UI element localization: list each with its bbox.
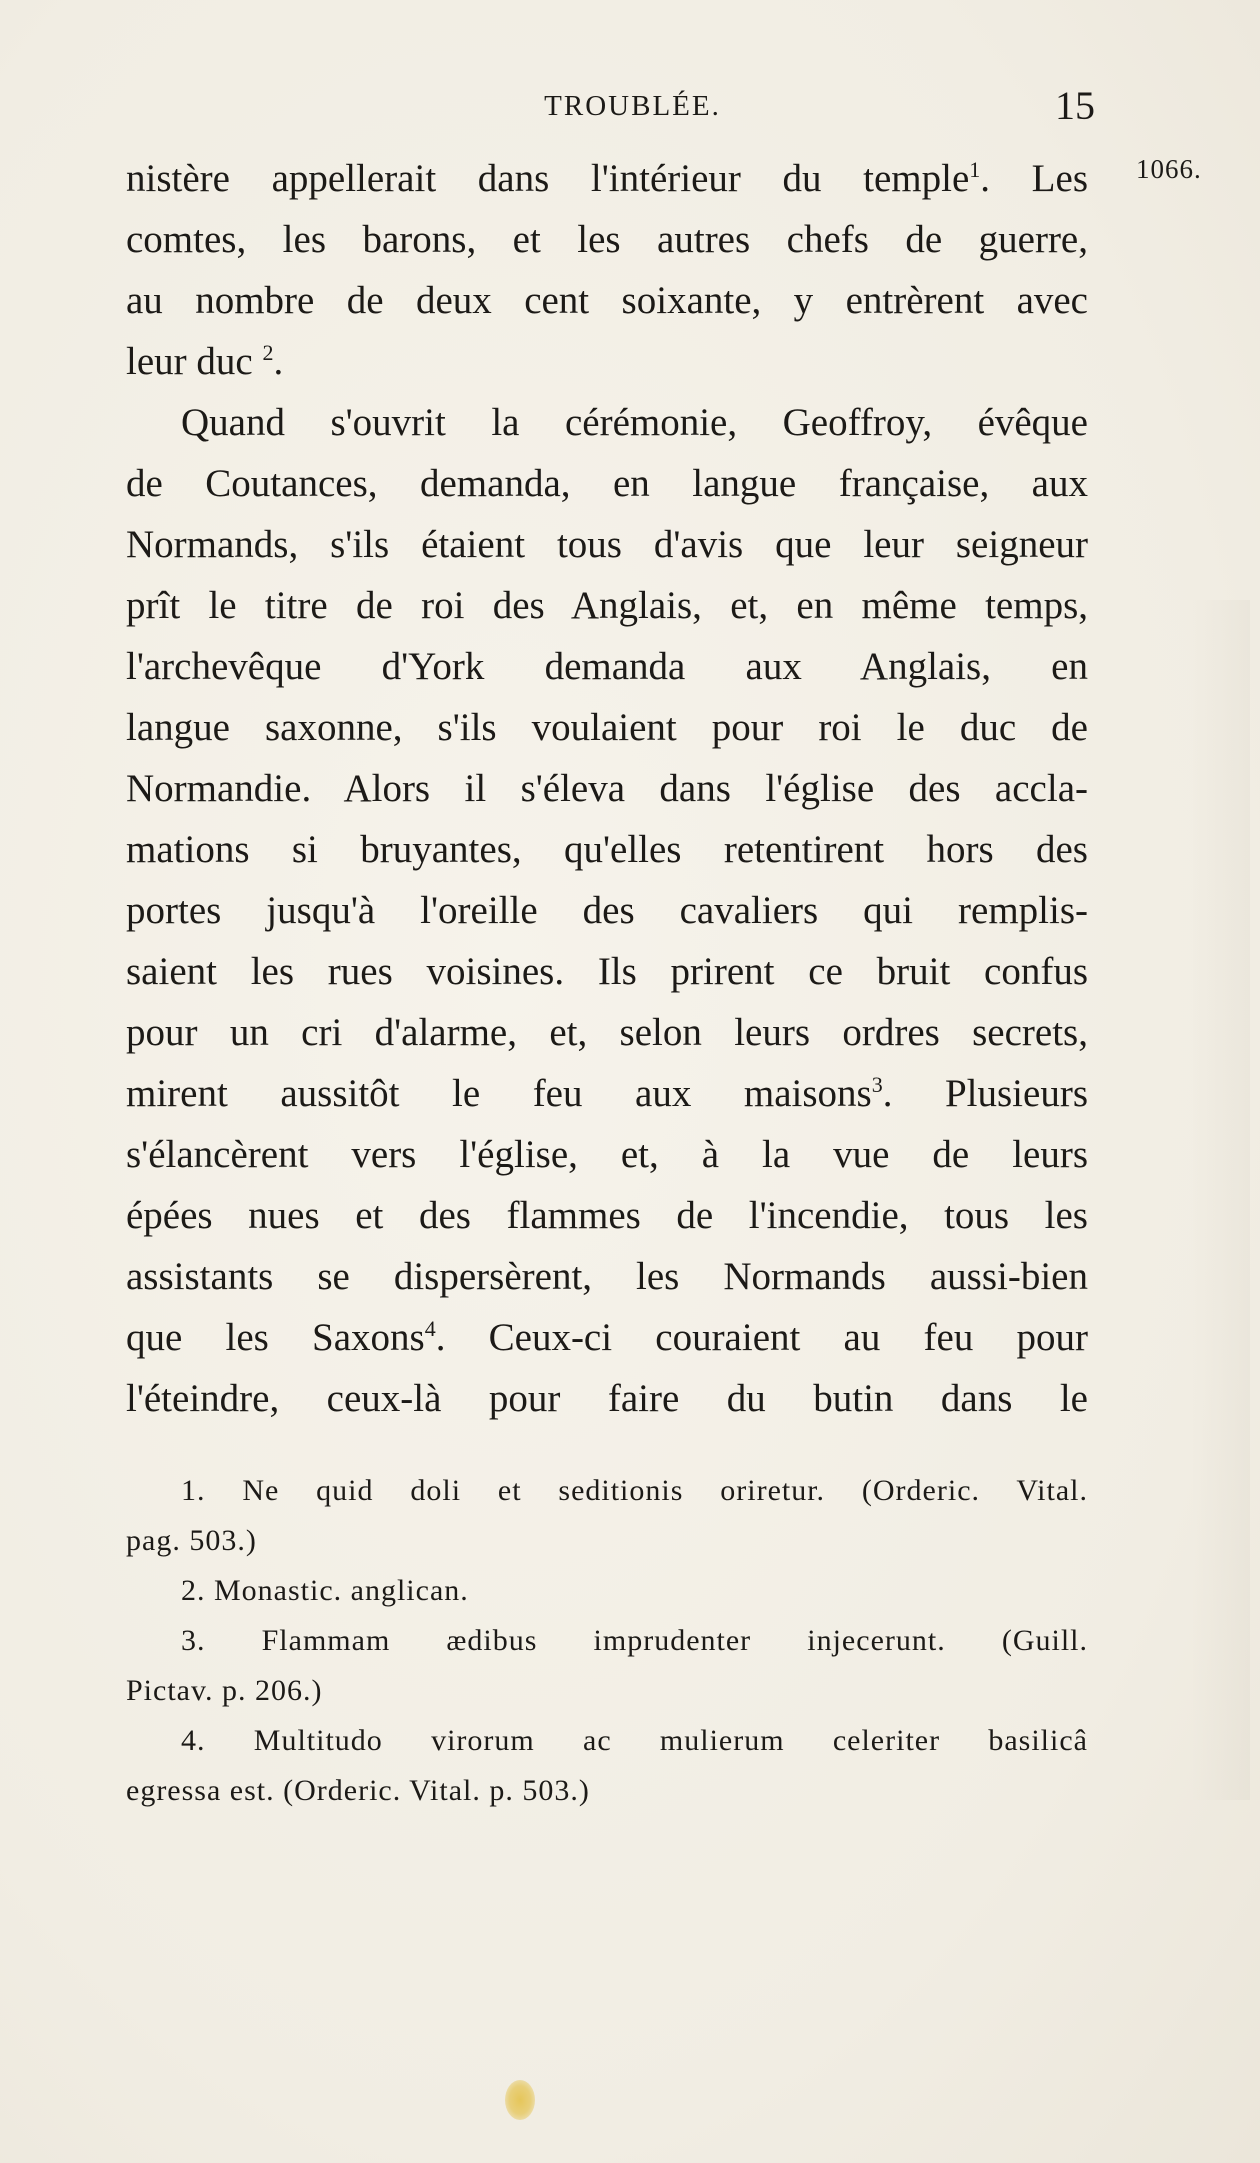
text-line: s'élancèrent vers l'église, et, à la vue de leurs — [126, 1133, 1088, 1176]
footnote-line: pag. 503.) — [126, 1524, 257, 1557]
running-head — [140, 82, 1095, 132]
footnote-line: egressa est. (Orderic. Vital. p. 503.) — [126, 1774, 590, 1807]
page-number: 15 — [1055, 83, 1095, 128]
text-line: portes jusqu'à l'oreille des cavaliers qui remplis- — [126, 889, 1088, 932]
text-line: Quand s'ouvrit la cérémonie, Geoffroy, évêque — [181, 401, 1088, 444]
text-line: au nombre de deux cent soixante, y entrèrent avec — [126, 279, 1088, 322]
footnotes — [126, 1466, 1088, 1816]
main-text — [126, 148, 1088, 1429]
footnote-line: 2. Monastic. anglican. — [181, 1574, 469, 1607]
footnote-line: Pictav. p. 206.) — [126, 1674, 323, 1707]
text-line: l'éteindre, ceux-là pour faire du butin dans le — [126, 1377, 1088, 1420]
text-line: prît le titre de roi des Anglais, et, en même temps, — [126, 584, 1088, 627]
text-line: leur duc $^2$. — [126, 340, 284, 383]
text-line: mirent aussitôt le feu aux maisons$^3$. Plusieurs — [126, 1072, 1088, 1115]
text-line: Normands, s'ils étaient tous d'avis que leur seigneur — [126, 523, 1088, 566]
text-line: que les Saxons$^4$. Ceux-ci couraient au feu pour — [126, 1316, 1088, 1359]
footnote-line: 3. Flammam ædibus imprudenter injecerunt. (Guill. — [181, 1624, 1088, 1657]
footnote-line: 4. Multitudo virorum ac mulierum celeriter basilicâ — [181, 1724, 1088, 1757]
text-line: Normandie. Alors il s'éleva dans l'église des accla- — [126, 767, 1088, 810]
text-line: épées nues et des flammes de l'incendie, tous les — [126, 1194, 1088, 1237]
text-line: pour un cri d'alarme, et, selon leurs ordres secrets, — [126, 1011, 1088, 1054]
text-line: assistants se dispersèrent, les Normands aussi-bien — [126, 1255, 1088, 1298]
text-line: comtes, les barons, et les autres chefs de guerre, — [126, 218, 1088, 261]
footnote-line: 1. Ne quid doli et seditionis oriretur. (Orderic. Vital. — [181, 1474, 1088, 1507]
margin-year-note: 1066. — [1136, 154, 1202, 184]
running-title: TROUBLÉE. — [544, 90, 721, 122]
text-line: de Coutances, demanda, en langue française, aux — [126, 462, 1088, 505]
text-line: saient les rues voisines. Ils prirent ce bruit confus — [126, 950, 1088, 993]
text-line: l'archevêque d'York demanda aux Anglais, en — [126, 645, 1088, 688]
text-line: nistère appellerait dans l'intérieur du temple$^1$. Les — [126, 157, 1088, 200]
page-shading — [1190, 600, 1250, 1800]
text-line: mations si bruyantes, qu'elles retentirent hors des — [126, 828, 1088, 871]
text-line: langue saxonne, s'ils voulaient pour roi le duc de — [126, 706, 1088, 749]
paper-stain — [505, 2080, 535, 2120]
